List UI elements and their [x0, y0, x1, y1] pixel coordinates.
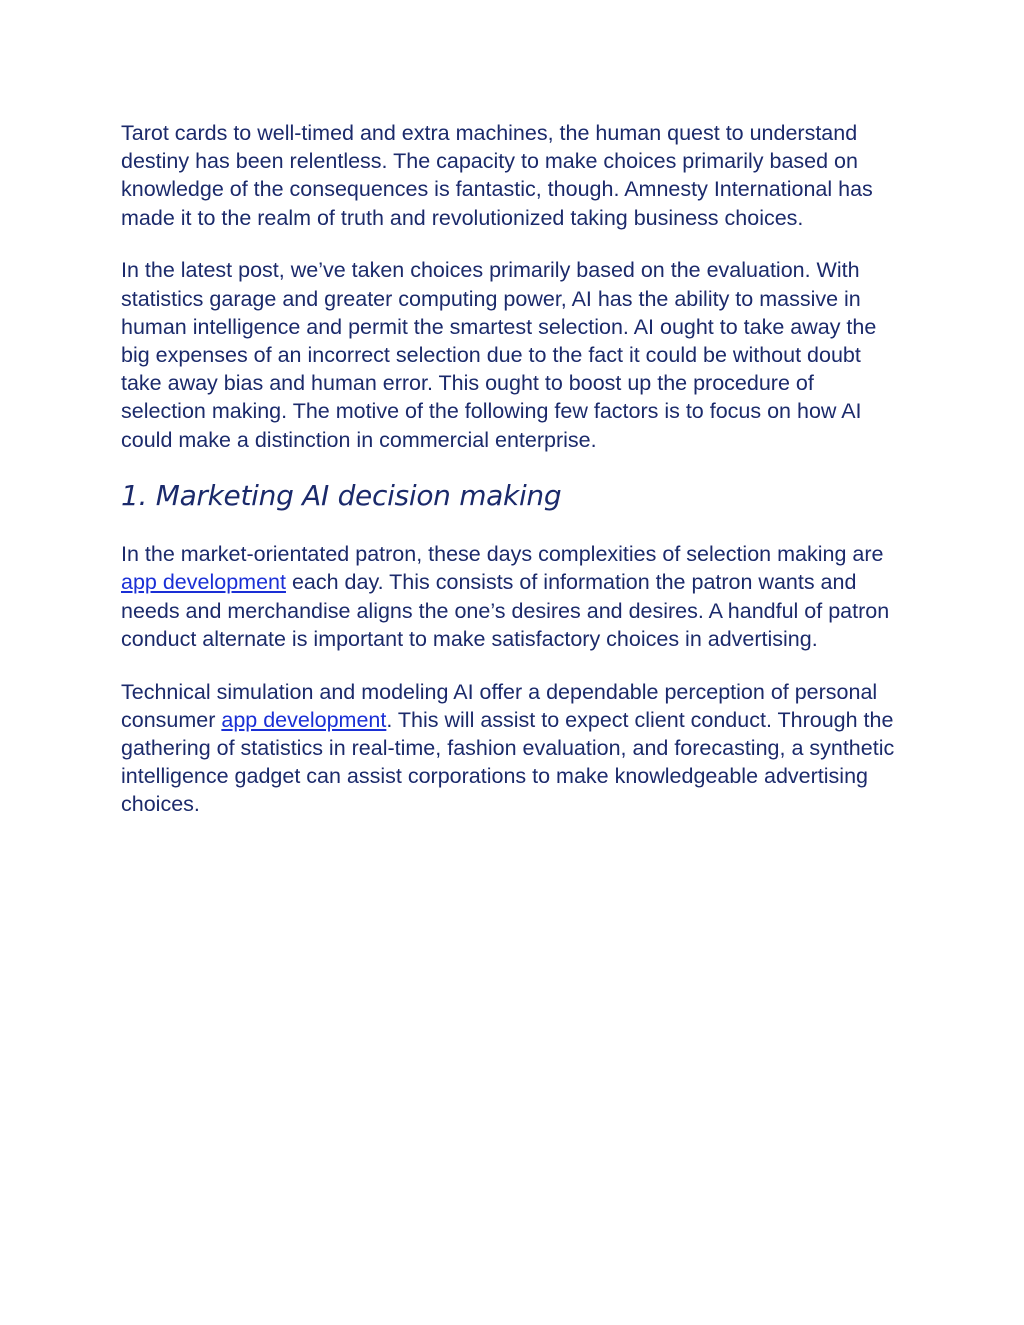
paragraph-text-segment: each day. This consists of information the patron wants and needs and merchandise aligns the one’s desires and desires. A handful of patron conduct alternate is important to make satisfactory choices in advertising.: [121, 570, 890, 651]
section-heading-marketing-ai: 1. Marketing AI decision making: [121, 479, 562, 513]
app-development-link[interactable]: app development: [221, 707, 387, 732]
paragraph-market-orientated: [121, 540, 901, 653]
document-body: [121, 119, 901, 843]
app-development-link[interactable]: app development: [121, 570, 286, 595]
paragraph-text-segment: In the market-orientated patron, these days complexities of selection making are: [121, 542, 884, 567]
paragraph-text-segment: . This will assist to expect client conduct. Through the gathering of statistics in real-time, fashion evaluation, and forecasting, a synthetic intelligence gadget can assist corporations to make knowledgeable advertising choices.: [121, 707, 895, 817]
paragraph-technical-simulation: [121, 678, 901, 819]
paragraph-intro: Tarot cards to well-timed and extra machines, the human quest to understand destiny has been relentless. The capacity to make choices primarily based on knowledge of the consequences is fantastic, though. Amnesty International has made it to the realm of truth and revolutionized taking business choices.: [121, 121, 873, 230]
paragraph-text-segment: Technical simulation and modeling AI offer a dependable perception of personal consumer: [121, 679, 878, 732]
paragraph-latest-post: In the latest post, we’ve taken choices primarily based on the evaluation. With statistics garage and greater computing power, AI has the ability to massive in human intelligence and permit the smartest selection. AI ought to take away the big expenses of an incorrect selection due to the fact it could be without doubt take away bias and human error. This ought to boost up the procedure of selection making. The motive of the following few factors is to focus on how AI could make a distinction in commercial enterprise.: [121, 258, 877, 452]
